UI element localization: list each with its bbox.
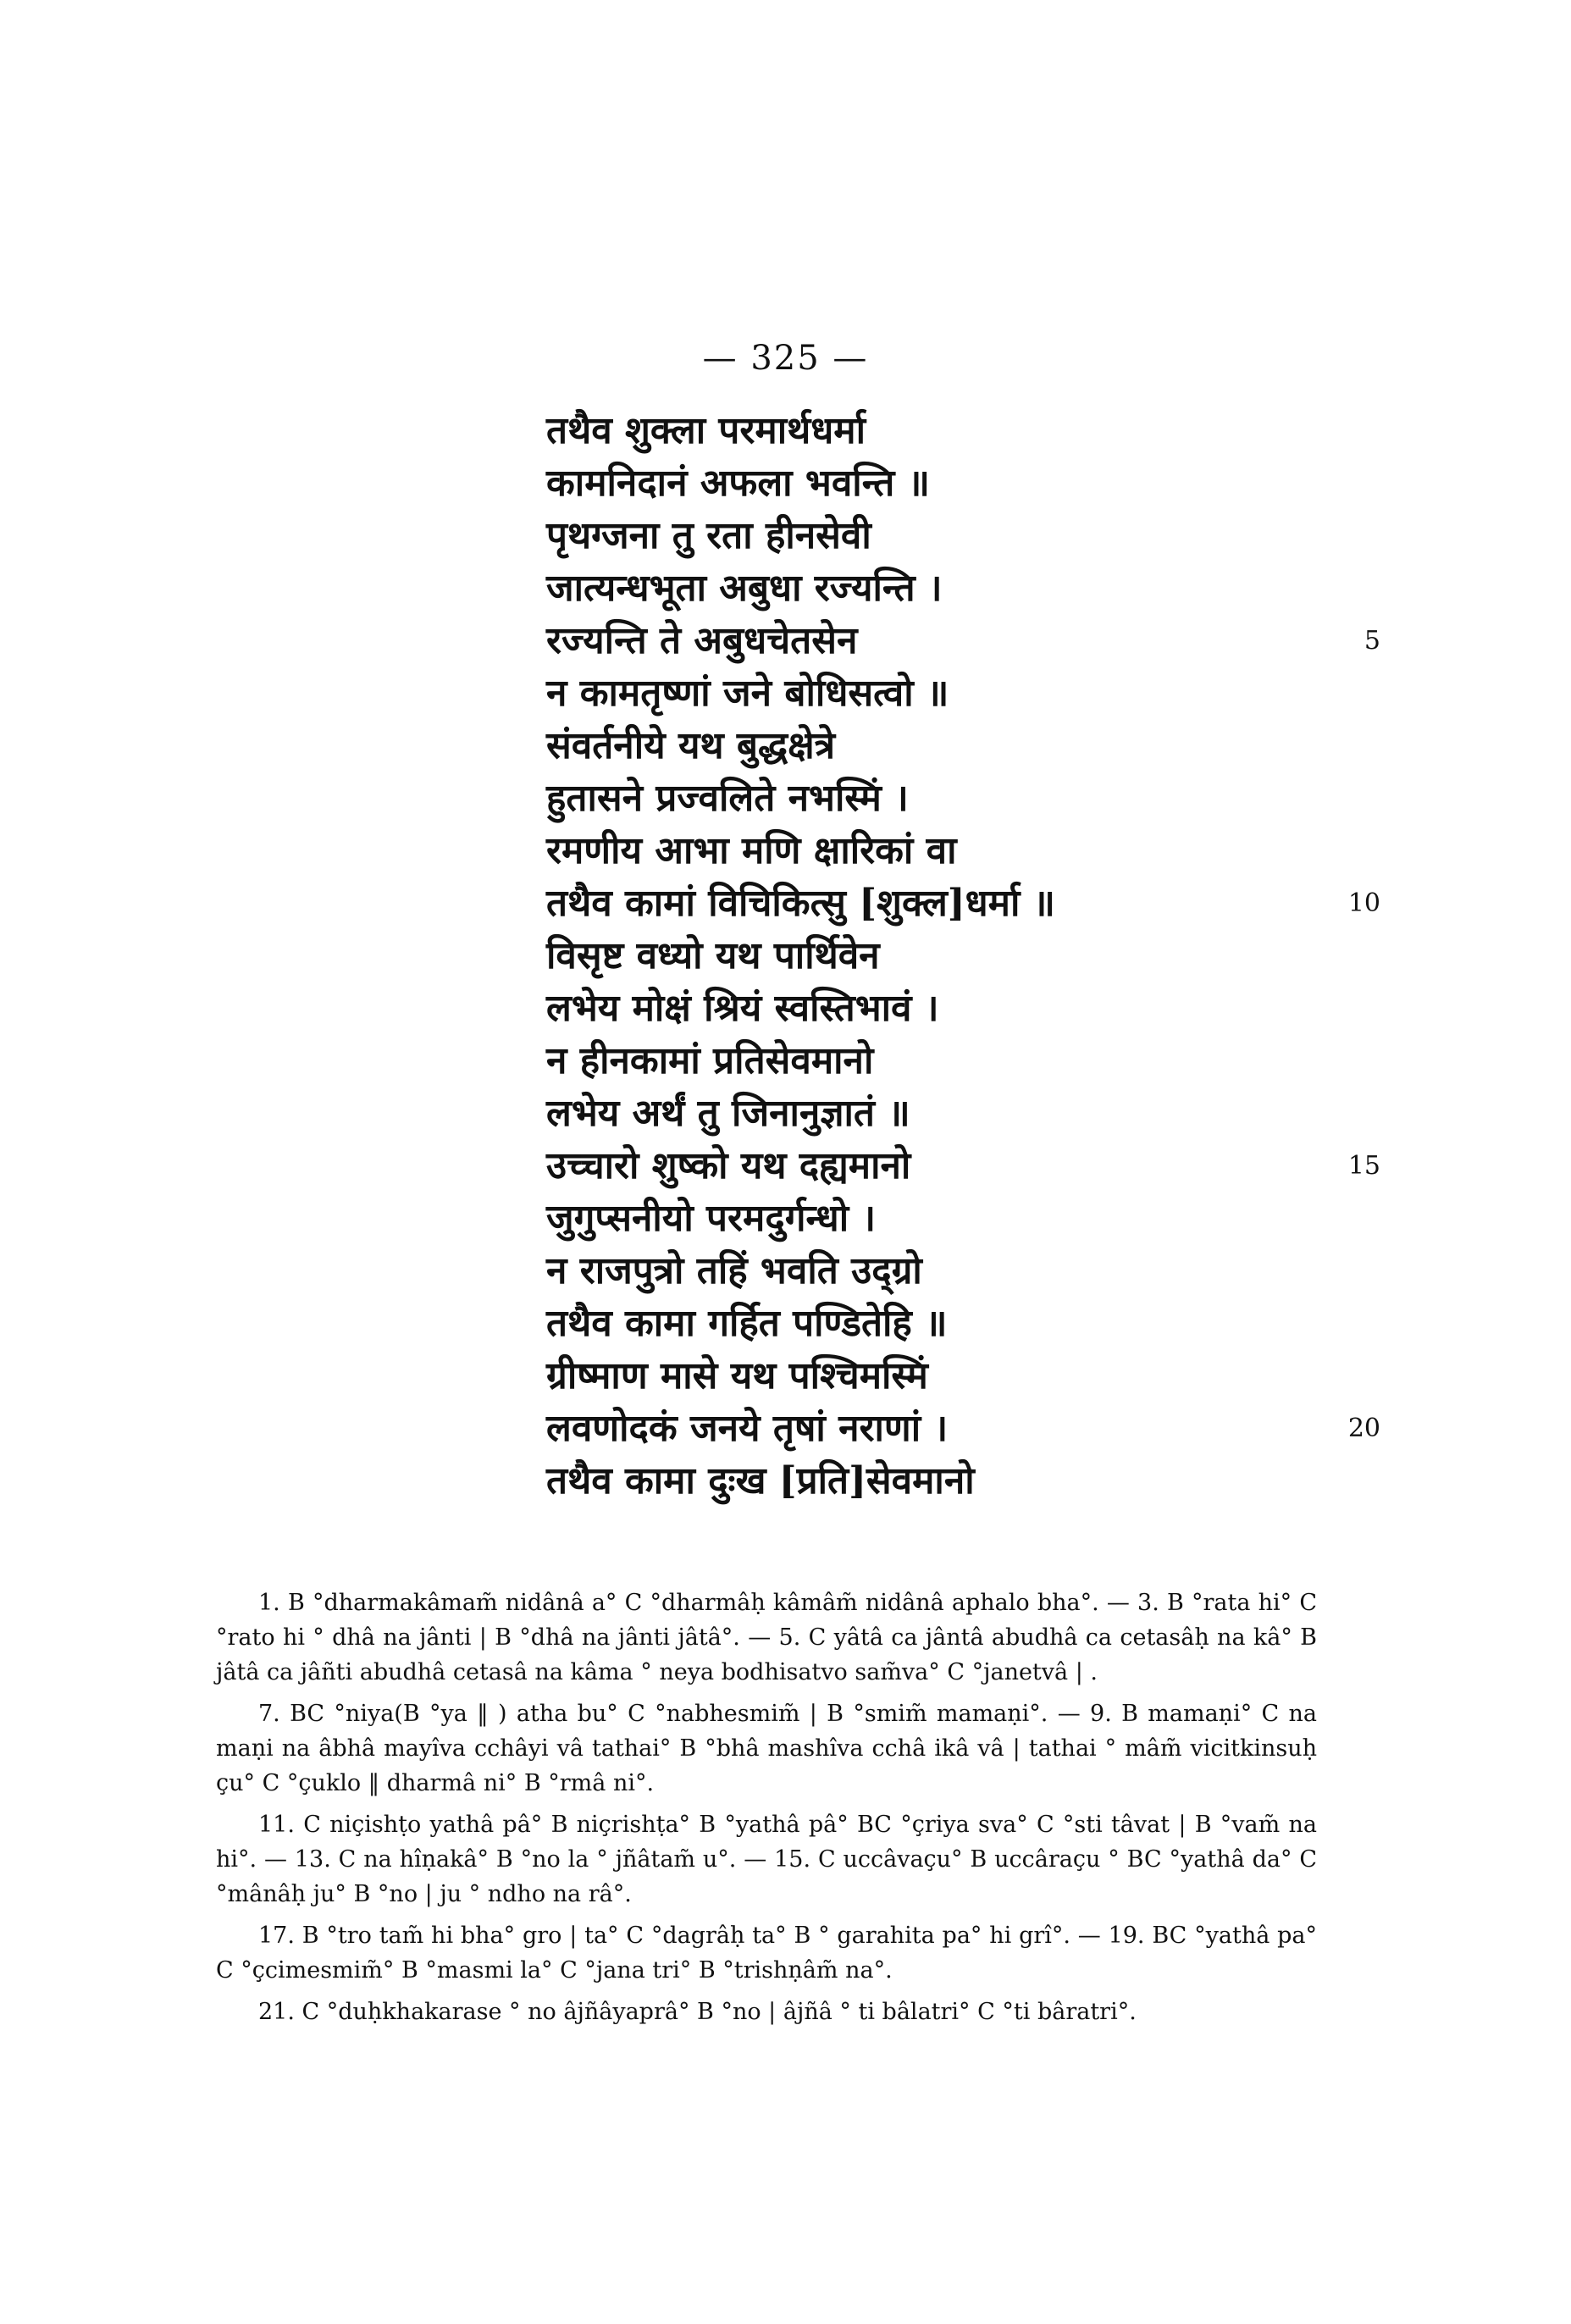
verse-line: तथैव कामां विचिकित्सु [शुक्ल]धर्मा ॥	[546, 882, 1056, 925]
verse-block	[546, 405, 1393, 1508]
verse-line: जात्यन्धभूता अबुधा रज्यन्ति ।	[546, 567, 943, 610]
verse-line: न राजपुत्रो तहिं भवति उद्ग्रो	[546, 1249, 922, 1292]
verse-line: हुतासने प्रज्वलिते नभस्मिं ।	[546, 777, 909, 820]
verse-line: रज्यन्ति ते अबुधचेतसेन	[546, 619, 858, 662]
verse-line: न हीनकामां प्रतिसेवमानो	[546, 1039, 874, 1082]
verse-line: तथैव शुक्ला परमार्थधर्मा	[546, 409, 866, 452]
verse-line: उच्चारो शुष्को यथ दह्यमानो	[546, 1144, 911, 1187]
line-number-20: 20	[1347, 1414, 1380, 1443]
verse-line: न कामतृष्णां जने बोधिसत्वो ॥	[546, 672, 949, 715]
verse-line: संवर्तनीये यथ बुद्धक्षेत्रे	[546, 724, 836, 767]
verse-line: तथैव कामा गर्हित पण्डितेहि ॥	[546, 1302, 948, 1345]
footnote: 1. B °dharmakâmam̃ nidânâ a° C °dharmâḥ kâmâm̃ nidânâ aphalo bha°. — 3. B °rata hi° C °rato hi ° dhâ na jânti | B °dhâ na jânti jâtâ°. — 5. C yâtâ ca jântâ abudhâ ca cetasâḥ na kâ° B jâtâ ca jâñti abudhâ cetasâ na kâma ° neya bodhisatvo sam̃va° C °janetvâ | .	[216, 1590, 1317, 1685]
critical-apparatus	[216, 1585, 1317, 2036]
line-number-10: 10	[1347, 888, 1380, 918]
verse-line: कामनिदानं अफला भवन्ति ॥	[546, 462, 930, 505]
verse-line: ग्रीष्माण मासे यथ पश्चिमस्मिं	[546, 1354, 928, 1397]
verse-line: लभेय मोक्षं श्रियं स्वस्तिभावं ।	[546, 987, 939, 1030]
footnote: 11. C niçishṭo yathâ pâ° B niçrishṭa° B °yathâ pâ° BC °çriya sva° C °sti tâvat | B °vam̃ na hi°. — 13. C na hîṇakâ° B °no la ° jñâtam̃ u°. — 15. C uccâvaçu° B uccâraçu ° BC °yathâ da° C °mânâḥ ju° B °no | ju ° ndho na râ°.	[216, 1812, 1317, 1907]
line-number-5: 5	[1364, 626, 1380, 656]
verse-line: तथैव कामा दुःख [प्रति]सेवमानो	[546, 1459, 975, 1502]
verse-line: जुगुप्सनीयो परमदुर्गन्धो ।	[546, 1197, 877, 1240]
verse-line: लभेय अर्थं तु जिनानुज्ञातं ॥	[546, 1092, 910, 1135]
verse-line: पृथग्जना तु रता हीनसेवी	[546, 514, 871, 557]
footnote: 7. BC °niya(B °ya ‖ ) atha bu° C °nabhesmim̃ | B °smim̃ mamaṇi°. — 9. B mamaṇi° C na maṇi na âbhâ mayîva cchâyi vâ tathai° B °bhâ mashîva cchâ ikâ vâ | tathai ° mâm̃ vicitkinsuḥ çu° C °çuklo ‖ dharmâ ni° B °rmâ ni°.	[216, 1701, 1317, 1796]
verse-line: रमणीय आभा मणि क्षारिकां वा	[546, 829, 957, 872]
verse-line: लवणोदकं जनये तृषां नराणां ।	[546, 1407, 949, 1450]
footnote: 21. C °duḥkhakarase ° no âjñâyaprâ° B °no | âjñâ ° ti bâlatri° C °ti bâratri°.	[258, 1999, 1137, 2025]
footnote: 17. B °tro tam̃ hi bha° gro | ta° C °dagrâḥ ta° B ° garahita pa° hi grî°. — 19. BC °yathâ pa° C °çcimesmim̃° B °masmi la° C °jana tri° B °trishṇâm̃ na°.	[216, 1923, 1317, 1984]
line-number-15: 15	[1347, 1151, 1380, 1181]
verse-line: विसृष्ट वध्यो यथ पार्थिवेन	[546, 934, 880, 977]
page-number: — 325 —	[702, 339, 869, 378]
